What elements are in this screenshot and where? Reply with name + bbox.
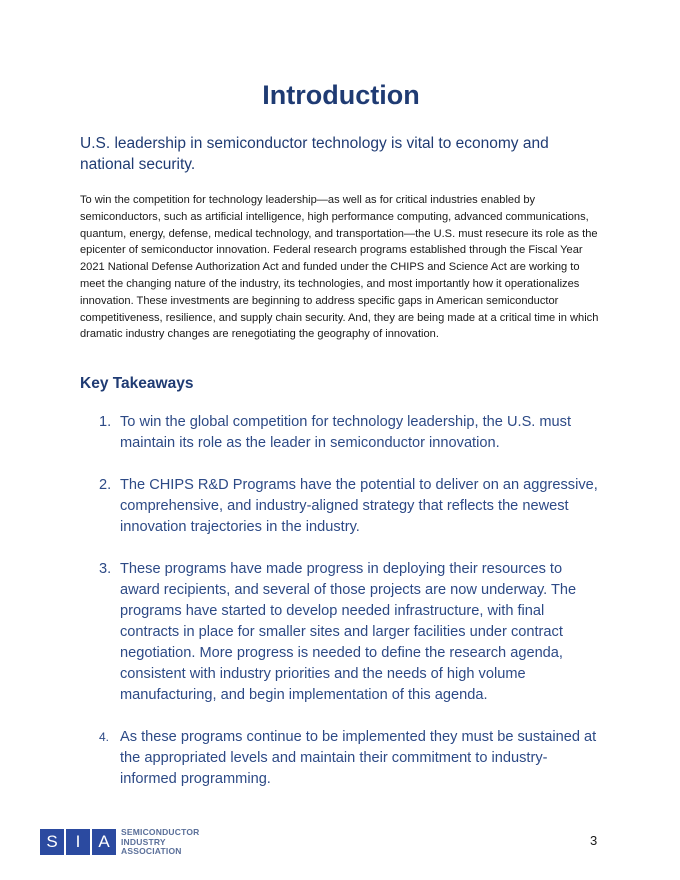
- takeaway-item: [80, 559, 602, 706]
- section-subtitle: U.S. leadership in semiconductor technology is vital to economy and national security.: [80, 135, 549, 173]
- logo-line: SEMICONDUCTOR: [121, 827, 200, 837]
- takeaway-text: The CHIPS R&D Programs have the potential to deliver on an aggressive, comprehensive, and industry-aligned strategy that reflects the newest innovation trajectories in the industry.: [120, 477, 598, 535]
- takeaway-item: [80, 475, 602, 538]
- takeaway-text: These programs have made progress in deploying their resources to award recipients, and several of those projects are now underway. The programs have started to develop needed infrastructure, with final contracts in place for smaller sites and larger facilities under contract negotiation. More progress is needed to define the research agenda, consistent with industry priorities and the needs of high volume manufacturing, and begin implementation of this agenda.: [120, 561, 577, 703]
- logo-wordmark: [121, 828, 199, 857]
- takeaway-number: 3.: [99, 561, 112, 577]
- takeaway-item: [80, 727, 602, 790]
- takeaway-text: To win the global competition for technology leadership, the U.S. must maintain its role as the leader in semiconductor innovation.: [120, 414, 572, 451]
- logo-letter: S: [40, 829, 64, 855]
- takeaway-number: 1.: [99, 414, 112, 430]
- takeaway-number: 2.: [99, 477, 112, 493]
- key-takeaways-heading: Key Takeaways: [80, 375, 194, 392]
- logo-line: INDUSTRY: [121, 836, 166, 847]
- takeaway-number: 4.: [99, 730, 110, 744]
- logo-letter: A: [92, 829, 116, 855]
- page-title: Introduction: [262, 80, 420, 110]
- sia-logo: [40, 828, 199, 857]
- logo-letter-boxes: [40, 829, 116, 855]
- page-number: 3: [590, 833, 598, 848]
- intro-paragraph: To win the competition for technology leadership—as well as for critical industries enabled by semiconductors, such as artificial intelligence, high performance computing, advanced communications, quantum, energy, defense, medical technology, and transportation—the U.S. must resecure its role as the epicenter of semiconductor innovation. Federal research programs established through the Fiscal Year 2021 National Defense Authorization Act and funded under the CHIPS and Science Act are working to meet the changing nature of the industry, its technologies, and most importantly how it operationalizes innovation. These investments are beginning to address specific gaps in American semiconductor competitiveness, resilience, and supply chain security. And, they are being made at a critical time in which dramatic industry changes are renegotiating the geography of innovation.: [80, 194, 599, 341]
- takeaway-text: As these programs continue to be implemented they must be sustained at the appropriated levels and maintain their commitment to industry-informed programming.: [120, 729, 597, 787]
- logo-letter: I: [66, 829, 90, 855]
- logo-line: ASSOCIATION: [121, 846, 182, 856]
- takeaway-item: [80, 412, 602, 454]
- key-takeaways-list: [80, 412, 602, 811]
